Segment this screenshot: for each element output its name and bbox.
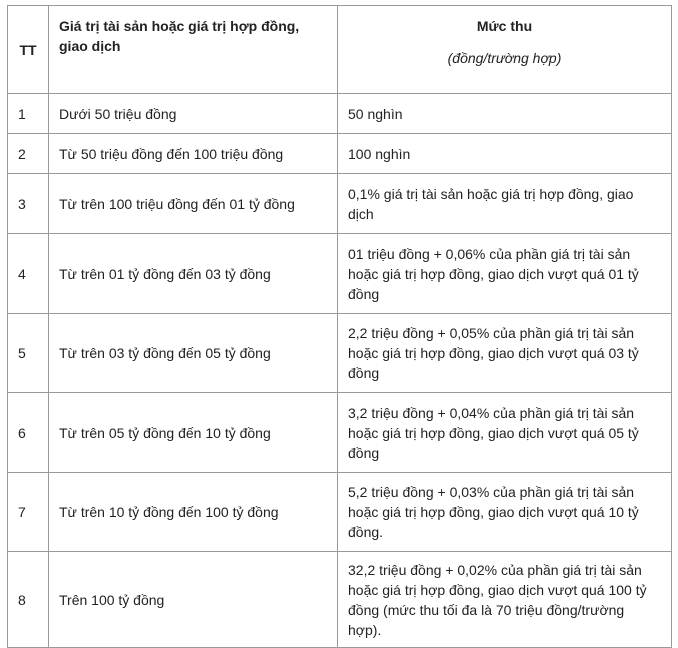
- row-fee: 01 triệu đồng + 0,06% của phần giá trị tài sản hoặc giá trị hợp đồng, giao dịch vượt quá 01 tỷ đồng: [338, 234, 672, 314]
- row-number: 3: [8, 174, 49, 234]
- row-number: 7: [8, 473, 49, 552]
- row-number: 6: [8, 393, 49, 473]
- row-value-range: Từ trên 01 tỷ đồng đến 03 tỷ đồng: [49, 234, 338, 314]
- row-value-range: Từ trên 10 tỷ đồng đến 100 tỷ đồng: [49, 473, 338, 552]
- row-value-range: Dưới 50 triệu đồng: [49, 94, 338, 134]
- row-fee: 3,2 triệu đồng + 0,04% của phần giá trị tài sản hoặc giá trị hợp đồng, giao dịch vượt quá 05 tỷ đồng: [338, 393, 672, 473]
- row-value-range: Từ trên 100 triệu đồng đến 01 tỷ đồng: [49, 174, 338, 234]
- row-number: 2: [8, 134, 49, 174]
- row-fee: 2,2 triệu đồng + 0,05% của phần giá trị tài sản hoặc giá trị hợp đồng, giao dịch vượt quá 03 tỷ đồng: [338, 314, 672, 393]
- row-value-range: Từ trên 05 tỷ đồng đến 10 tỷ đồng: [49, 393, 338, 473]
- header-rate-title: Mức thu: [476, 18, 533, 34]
- row-value-range: Trên 100 tỷ đồng: [49, 552, 338, 648]
- row-number: 8: [8, 552, 49, 648]
- table-row: [8, 473, 672, 552]
- table-row: [8, 234, 672, 314]
- row-fee: 50 nghìn: [338, 94, 672, 134]
- header-value: Giá trị tài sản hoặc giá trị hợp đồng, giao dịch: [49, 6, 338, 94]
- table-body: [8, 94, 672, 648]
- header-rate-unit: (đồng/trường hợp): [447, 50, 562, 66]
- table-header: [8, 6, 672, 94]
- row-fee: 5,2 triệu đồng + 0,03% của phần giá trị tài sản hoặc giá trị hợp đồng, giao dịch vượt quá 10 tỷ đồng.: [338, 473, 672, 552]
- row-number: 1: [8, 94, 49, 134]
- table-row: [8, 174, 672, 234]
- row-value-range: Từ 50 triệu đồng đến 100 triệu đồng: [49, 134, 338, 174]
- table-row: [8, 134, 672, 174]
- row-fee: 100 nghìn: [338, 134, 672, 174]
- notary-fee-table: [7, 5, 672, 648]
- table-row: [8, 393, 672, 473]
- row-number: 4: [8, 234, 49, 314]
- table-row: [8, 314, 672, 393]
- header-row: [8, 6, 672, 94]
- row-fee: 32,2 triệu đồng + 0,02% của phần giá trị tài sản hoặc giá trị hợp đồng, giao dịch vượt quá 100 tỷ đồng (mức thu tối đa là 70 triệu đồng/trường hợp).: [338, 552, 672, 648]
- table-row: [8, 552, 672, 648]
- header-tt: TT: [8, 6, 49, 94]
- row-number: 5: [8, 314, 49, 393]
- table-row: [8, 94, 672, 134]
- row-value-range: Từ trên 03 tỷ đồng đến 05 tỷ đồng: [49, 314, 338, 393]
- row-fee: 0,1% giá trị tài sản hoặc giá trị hợp đồng, giao dịch: [338, 174, 672, 234]
- header-rate: [338, 6, 672, 94]
